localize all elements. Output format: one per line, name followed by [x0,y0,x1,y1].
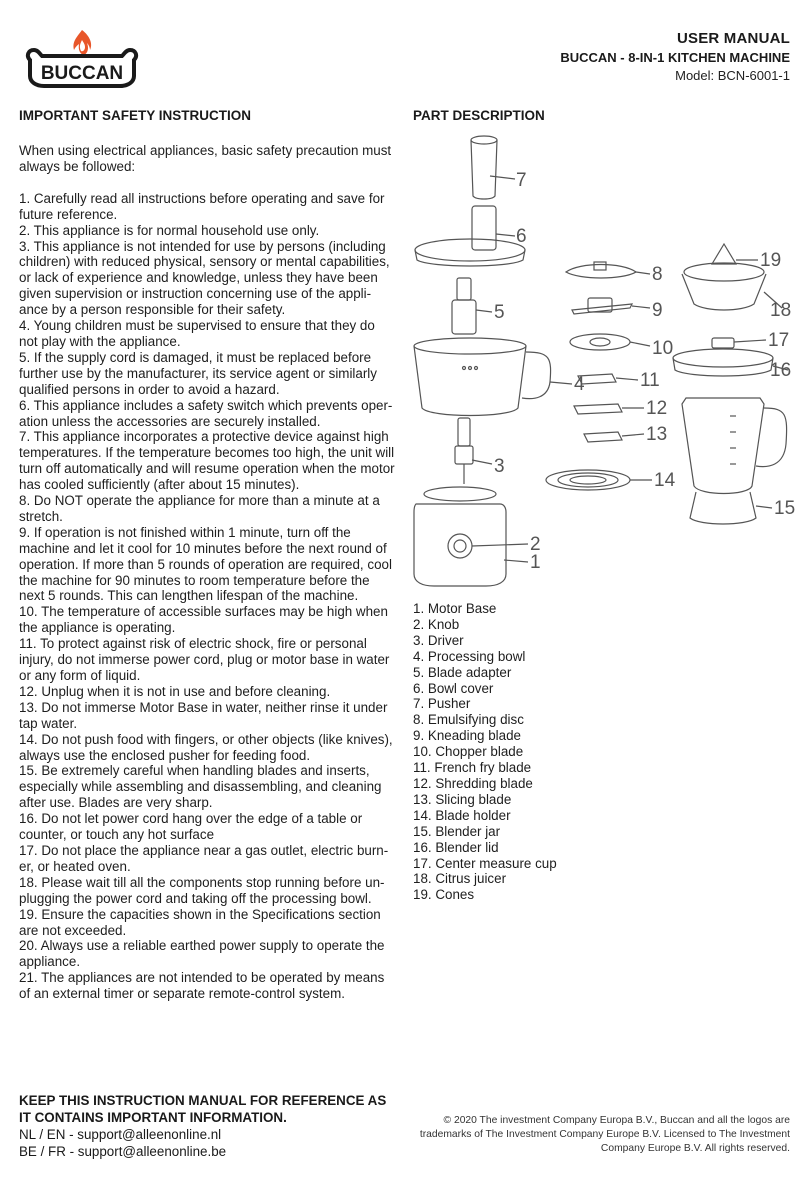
callout-12: 12 [646,398,668,419]
keep-manual-notice-line-2: IT CONTAINS IMPORTANT INFORMATION. [19,1110,287,1125]
flame-icon [22,28,142,92]
blender-jar-drawing [682,398,787,524]
pusher-drawing [471,136,515,199]
list-item: 19. Cones [413,887,475,903]
driver-drawing [455,418,492,484]
callout-13: 13 [646,424,668,445]
safety-rule: 6. This appliance includes a safety switch which prevents oper-ation unless the accessories are securely installed. [19,397,393,429]
safety-rule: 20. Always use a reliable earthed power supply to operate the appliance. [19,938,385,970]
safety-rule: 12. Unplug when it is not in use and before cleaning. [19,683,331,699]
safety-rule: 18. Please wait till all the components stop running before un-plugging the power cord and taking off the processing bowl. [19,874,385,906]
slicing-blade-drawing [584,432,644,442]
motor-base-drawing [414,487,528,586]
safety-rule: 14. Do not push food with fingers, or other objects (like knives), always use the enclosed pusher for feeding food. [19,731,393,763]
callout-10: 10 [652,338,674,359]
list-item: 7. Pusher [413,696,471,712]
callout-7: 7 [516,170,527,191]
safety-rule: 15. Be extremely careful when handling blades and inserts, especially while assembling and disassembling, and cleaning after use. Blades are very sharp. [19,763,382,811]
safety-rule: 10. The temperature of accessible surfaces may be high when the appliance is operating. [19,604,388,636]
callout-19: 19 [760,250,782,271]
callout-5: 5 [494,302,505,323]
french-fry-blade-drawing [578,374,638,384]
list-item: 1. Motor Base [413,601,497,616]
support-contact-be: BE / FR - support@alleenonline.be [19,1144,227,1159]
callout-15: 15 [774,498,796,519]
list-item: 9. Kneading blade [413,728,521,744]
callout-17: 17 [768,330,790,351]
safety-rule: 8. Do NOT operate the appliance for more than a minute at a stretch. [19,493,380,524]
list-item: 18. Citrus juicer [413,871,507,887]
bowl-cover-drawing [415,206,525,266]
safety-rule: 21. The appliances are not intended to be operated by means of an external timer or separate remote-control system. [19,970,385,1002]
safety-rule: 7. This appliance incorporates a protective device against high temperatures. If the temperature becomes too high, the unit will turn off automatically and will resume operation when the motor has cooled sufficiently (after about 15 minutes). [19,429,395,493]
processing-bowl-drawing [414,338,572,416]
list-item: 14. Blade holder [413,807,511,823]
list-item: 4. Processing bowl [413,648,526,664]
list-item: 16. Blender lid [413,839,499,855]
safety-title: IMPORTANT SAFETY INSTRUCTION [19,108,251,123]
callout-6: 6 [516,226,527,247]
keep-manual-notice-line-1: KEEP THIS INSTRUCTION MANUAL FOR REFERENCE AS [19,1093,387,1108]
parts-diagram [400,126,800,596]
document-title: USER MANUAL [676,30,790,47]
callout-3: 3 [494,456,505,477]
callout-11: 11 [640,370,660,391]
safety-section [19,108,395,1002]
model-number: Model: BCN-6001-1 [675,68,790,83]
list-item: 8. Emulsifying disc [413,712,524,728]
safety-rule: 2. This appliance is for normal household use only. [19,222,320,238]
document-header [560,30,790,83]
callout-16: 16 [770,360,792,381]
parts-title: PART DESCRIPTION [413,108,545,123]
safety-rule: 1. Carefully read all instructions before operating and save for future reference. [19,190,385,222]
safety-rule: 17. Do not place the appliance near a gas outlet, electric burn-er, or heated oven. [19,842,389,874]
parts-list [413,601,613,903]
product-name: BUCCAN - 8-IN-1 KITCHEN MACHINE [560,50,790,65]
list-item: 3. Driver [413,632,464,648]
list-item: 5. Blade adapter [413,664,512,680]
list-item: 2. Knob [413,616,460,632]
buccan-logo [22,28,142,92]
chopper-blade-drawing [570,334,650,350]
blade-adapter-drawing [452,278,492,334]
list-item: 15. Blender jar [413,823,501,839]
callout-1: 1 [530,552,541,573]
safety-rule: 3. This appliance is not intended for use by persons (including children) with reduced physical, sensory or mental capabilities, or lack of experience and knowledge, unless they have been given supervision or instruction concerning use of the appli-ance by a person responsible for their safety. [19,238,390,318]
safety-rules [19,191,395,1002]
callout-4: 4 [574,374,585,395]
callout-8: 8 [652,264,663,285]
emulsifying-disc-drawing [566,262,650,278]
safety-intro: When using electrical appliances, basic safety precaution must always be followed: [19,143,392,174]
list-item: 10. Chopper blade [413,744,524,760]
safety-rule: 13. Do not immerse Motor Base in water, neither rinse it under tap water. [19,699,388,731]
callout-9: 9 [652,300,663,321]
shredding-blade-drawing [574,404,644,414]
parts-section [413,108,793,123]
safety-rule: 4. Young children must be supervised to ensure that they do not play with the appliance. [19,318,375,349]
safety-rule: 16. Do not let power cord hang over the edge of a table or counter, or touch any hot surface [19,811,363,843]
safety-rule: 5. If the supply cord is damaged, it must be replaced before further use by the manufacturer, its service agent or similarly qualified persons in order to avoid a hazard. [19,349,377,397]
copyright-notice: © 2020 The investment Company Europa B.V., Buccan and all the logos are trademarks of The Investment Company Europe B.V. Licensed to The Investment Company Europe B.V. All rights reserved. [419,1115,790,1154]
list-item: 12. Shredding blade [413,775,533,791]
safety-rule: 9. If operation is not finished within 1 minute, turn off the machine and let it cool for 10 minutes before the next round of operation. If more than 5 rounds of operation are required, cool the machine for 90 minutes to room temperature before the next 5 rounds. This can lengthen lifespan of the machine. [19,524,392,604]
support-contact-nl: NL / EN - support@alleenonline.nl [19,1127,222,1142]
safety-rule: 11. To protect against risk of electric shock, fire or personal injury, do not immerse power cord, plug or motor base in water or any form of liquid. [19,636,390,683]
callout-14: 14 [654,470,676,491]
blade-holder-drawing [546,470,652,490]
callout-2: 2 [530,534,541,555]
list-item: 11. French fry blade [413,760,532,776]
list-item: 6. Bowl cover [413,680,494,696]
callout-18: 18 [770,300,792,321]
list-item: 17. Center measure cup [413,855,557,871]
safety-rule: 19. Ensure the capacities shown in the Specifications section are not exceeded. [19,906,381,938]
svg-text:BUCCAN: BUCCAN [40,63,124,84]
footer-notice [19,1092,399,1160]
kneading-blade-drawing [572,298,650,314]
list-item: 13. Slicing blade [413,791,512,807]
